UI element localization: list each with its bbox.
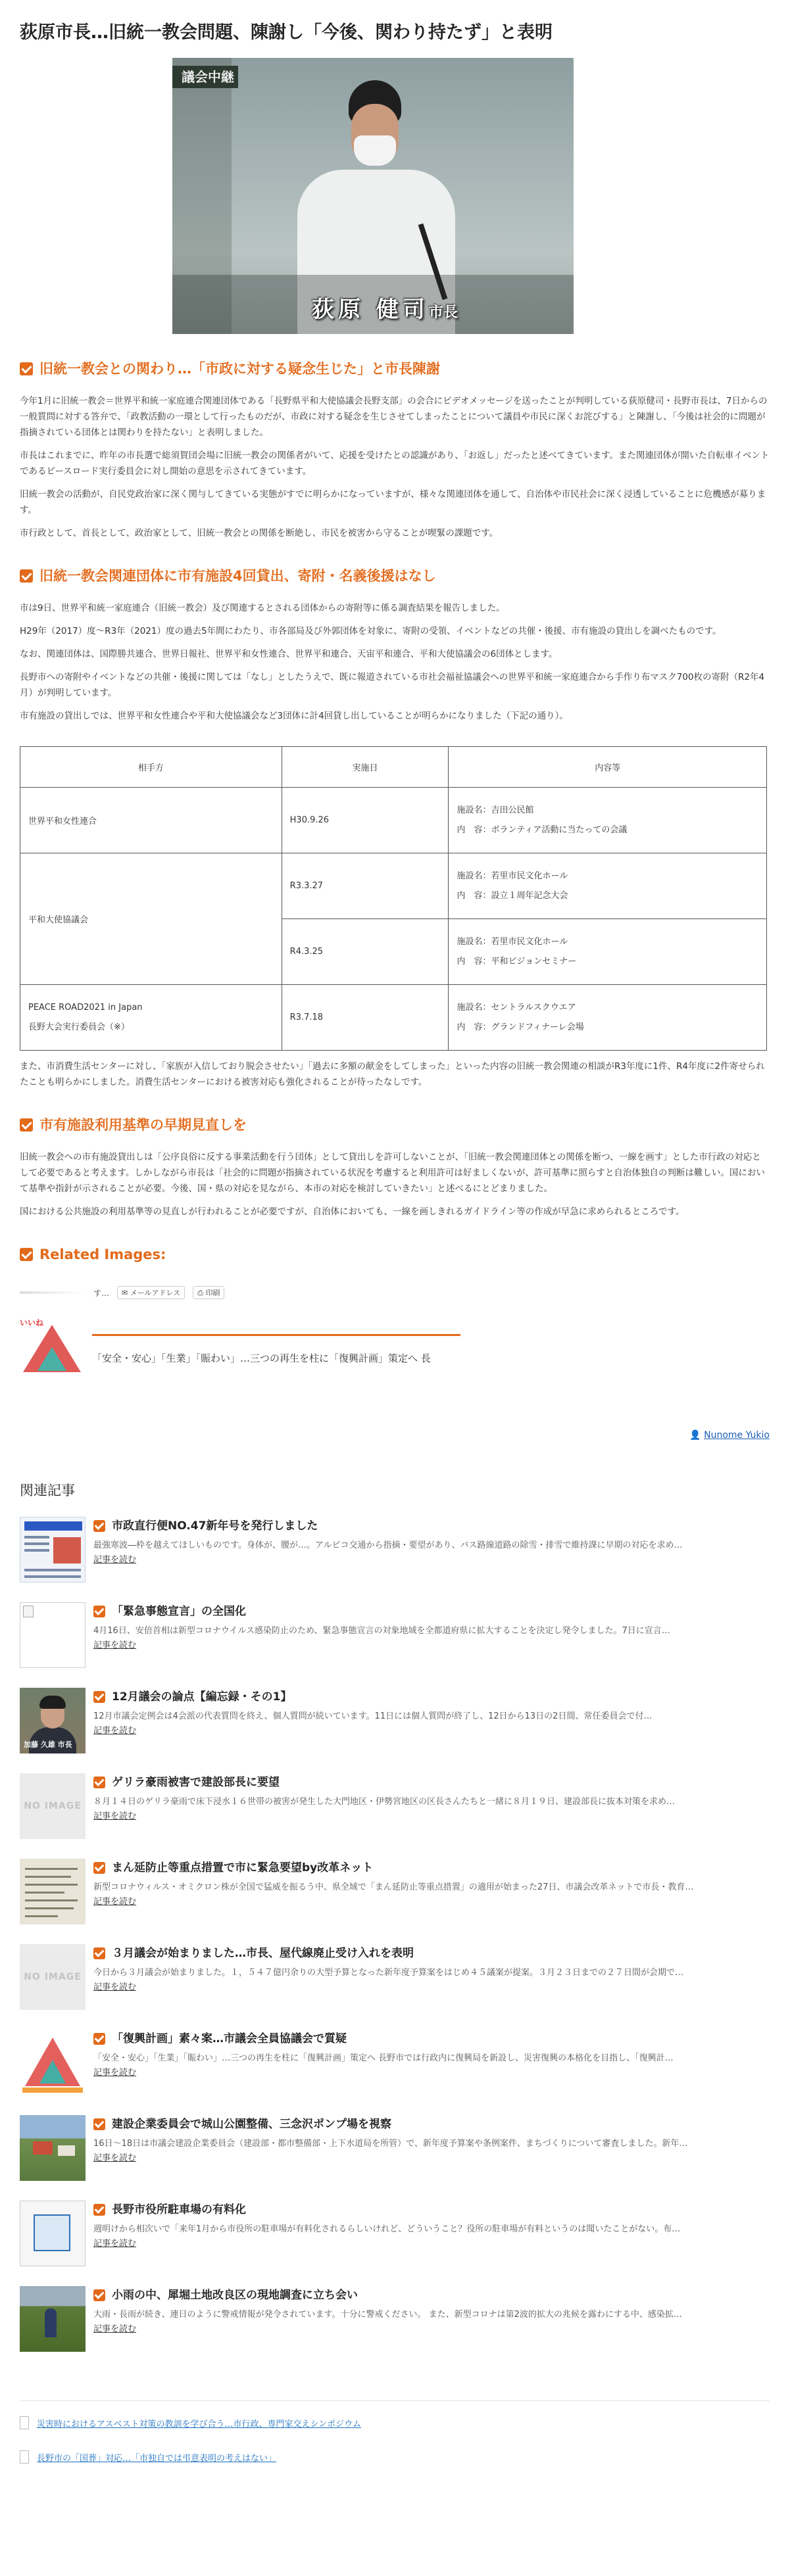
paragraph: H29年（2017）度～R3年（2021）度の過去5年間にわたり、市各部局及び外郭団体を対象に、寄附の受領、イベントなどの共催・後援、市有施設の貸出しを調べたものです。	[20, 626, 722, 636]
link-icon	[20, 2450, 29, 2464]
no-image-placeholder[interactable]: NO IMAGE	[20, 1944, 86, 2010]
article-title: 荻原市長…旧統一教会問題、陳謝し「今後、関わり持たず」と表明	[20, 22, 553, 43]
list-item[interactable]	[20, 2201, 770, 2286]
paragraph: 市行政として、首長として、政治家として、旧統一教会との関係を断絶し、市民を被害から守ることが喫緊の課題です。	[20, 528, 499, 538]
list-item[interactable]	[20, 1688, 770, 1773]
paragraph: 長野市への寄附やイベントなどの共催・後援に関しては「なし」としたうえで、既に報道されている市社会福祉協議会への世界平和統一家庭連合から手作り布マスク700枚の寄附（R2年4月）が判明しています。	[20, 672, 765, 698]
previous-post	[20, 2413, 770, 2433]
checkbox-icon	[93, 1691, 105, 1703]
author-line	[20, 1430, 770, 1441]
article-summary: 今日から３月議会が始まりました。１，５４７億円余りの大型予算となった新年度予算案をはじめ４５議案が提案。３月２３日までの２７日間が会期で…	[93, 1968, 684, 1978]
article-thumbnail[interactable]	[20, 1859, 86, 1924]
article-thumbnail[interactable]	[20, 2201, 86, 2266]
related-articles-list	[20, 1517, 770, 2372]
table-cell: R3.7.18	[282, 985, 449, 1051]
read-more-link[interactable]: 記事を読む	[93, 1811, 137, 1821]
article-link[interactable]: 「緊急事態宣言」の全国化	[112, 1605, 246, 1618]
table-cell: R4.3.25	[282, 919, 449, 985]
list-item[interactable]	[20, 2115, 770, 2201]
paragraph: 市有施設の貸出しでは、世界平和女性連合や平和大使協議会など3団体に計4回貸し出していることが明らかになりました（下記の通り）。	[20, 711, 568, 721]
list-item[interactable]	[20, 2030, 770, 2115]
paragraph: 国における公共施設の利用基準等の見直しが行われることが必要ですが、自治体においても、一線を画しきれるガイドライン等の作成が早急に求められるところです。	[20, 1206, 685, 1217]
table-cell: PEACE ROAD2021 in Japan 長野大会実行委員会（※）	[20, 985, 282, 1051]
article-summary: 週明けから相次いで「来年1月から市役所の駐車場が有料化されるらしいけれど、どういうこと？役所の駐車場が有料というのは聞いたことがない。布…	[93, 2224, 681, 2234]
article-link[interactable]: 建設企業委員会で城山公園整備、三念沢ポンプ場を視察	[112, 2118, 391, 2131]
related-image-strip[interactable]: す… ✉ メールアドレス ⎙ 印刷	[20, 1285, 349, 1300]
paragraph: 市長はこれまでに、昨年の市長選で総須賀団会場に旧統一教会の関係者がいて、応援を受けたとの認識があり、「お返し」だったと述べてきています。また関連団体が開いた自転車イベントであるピースロード実行委員会に対し開始の意思を示されてきています。	[20, 450, 770, 477]
table-note: また、市消費生活センターに対し、「家族が入信しており脱会させたい」「過去に多額の献金をしてしまった」といった内容の旧統一教会関連の相談がR3年度に1件、R4年度に2件寄せられたことも明らかにしました。消費生活センターにおける被害対応も強化されることが待ったなしです。	[20, 1061, 765, 1087]
table-header: 内容等	[449, 747, 767, 788]
mail-button[interactable]: ✉ メールアドレス	[117, 1286, 185, 1299]
article-summary: 「安全・安心」「生業」「賑わい」…三つの再生を柱に「復興計画」策定へ 長野市では行政内に復興局を新設し、災害復興の本格化を目指し、「復興計…	[93, 2053, 674, 2063]
read-more-link[interactable]: 記事を読む	[93, 2239, 137, 2249]
article-link[interactable]: ３月議会が始まりました…市長、屋代線廃止受け入れを表明	[112, 1947, 414, 1960]
checkbox-icon	[20, 362, 33, 375]
article-thumbnail[interactable]	[20, 1517, 86, 1583]
read-more-link[interactable]: 記事を読む	[93, 1726, 137, 1736]
article-summary: 大雨・長雨が続き、連日のように警戒情報が発令されています。十分に警戒ください。 また、新型コロナは第2波的拡大の兆候を露わにする中、感染拡…	[93, 2310, 682, 2320]
checkbox-icon	[93, 2033, 105, 2045]
paragraph: 旧統一教会への市有施設貸出しは「公序良俗に反する事業活動を行う団体」として貸出しを許可しないことが、「旧統一教会関連団体との関係を断つ、一線を画す」とした市行政の対応として必要であると考えます。しかしながら市長は「社会的に問題が指摘されている状況を考慮すると利用許可は好ましくないが、許可基準に照らすと自治体独自の判断は難しい。国において基準や指針が示されることが必要。今後、国・県の対応を見ながら、本市の対応を検討していきたい」と述べるにとどまりました。	[20, 1152, 765, 1194]
table-row	[20, 985, 767, 1051]
hero-sign: 議会中継	[172, 66, 238, 88]
article-summary: 新型コロナウィルス・オミクロン株が全国で猛威を振るう中、県全域で「まん延防止等重点措置」の適用が始まった27日、市議会改革ネットで市長・教育…	[93, 1882, 694, 1892]
author-link[interactable]: Nunome Yukio	[704, 1430, 770, 1441]
hero-caption-role: 市長	[428, 304, 458, 321]
read-more-link[interactable]: 記事を読む	[93, 2324, 137, 2334]
article-link[interactable]: 小雨の中、犀堀土地改良区の現地調査に立ち会い	[112, 2289, 358, 2302]
list-item[interactable]	[20, 1944, 770, 2030]
checkbox-icon	[93, 1777, 105, 1788]
table-header-row	[20, 747, 767, 788]
article-summary: 4月16日、安倍首相は新型コロナウイルス感染防止のため、緊急事態宣言の対象地域を全都道府県に拡大することを決定し発令しました。7日に宣言…	[93, 1626, 670, 1636]
checkbox-icon	[93, 1862, 105, 1874]
section-heading: 市有施設利用基準の早期見直しを	[20, 1115, 770, 1135]
broken-image-icon[interactable]	[20, 1602, 86, 1668]
checkbox-icon	[93, 1947, 105, 1959]
read-more-link[interactable]: 記事を読む	[93, 2153, 137, 2163]
checkbox-icon	[93, 2289, 105, 2301]
hero-photo	[172, 58, 574, 334]
checkbox-icon	[20, 1248, 33, 1261]
paragraph: なお、関連団体は、国際勝共連合、世界日報社、世界平和女性連合、世界平和連合、天宙平和連合、平和大使協議会の6団体とします。	[20, 649, 558, 659]
section-heading: 旧統一教会との関わり…「市政に対する疑念生じた」と市長陳謝	[20, 359, 770, 379]
table-row	[20, 788, 767, 853]
list-item[interactable]	[20, 1773, 770, 1859]
table-header: 相手方	[20, 747, 282, 788]
hero-caption	[312, 291, 458, 323]
article-link[interactable]: 市政直行便NO.47新年号を発行しました	[112, 1519, 318, 1533]
read-more-link[interactable]: 記事を読む	[93, 1555, 137, 1565]
read-more-link[interactable]: 記事を読む	[93, 2068, 137, 2078]
checkbox-icon	[93, 1520, 105, 1532]
article-thumbnail[interactable]: 加藤 久雄 市長	[20, 1688, 86, 1753]
previous-post-link[interactable]: 災害時におけるアスベスト対策の教訓を学び合う…市行政、専門家交えシンポジウム	[37, 2419, 362, 2429]
next-post-link[interactable]: 長野市の「国葬」対応…「市独自では弔意表明の考えはない」	[37, 2453, 277, 2464]
related-images-heading: Related Images:	[20, 1245, 770, 1264]
read-more-link[interactable]: 記事を読む	[93, 1982, 137, 1992]
read-more-link[interactable]: 記事を読む	[93, 1897, 137, 1907]
article-content	[20, 20, 770, 2467]
article-link[interactable]: まん延防止等重点措置で市に緊急要望by改革ネット	[112, 1861, 374, 1874]
paragraph: 旧統一教会の活動が、自民党政治家に深く関与してきている実態がすでに明らかになっていますが、様々な関連団体を通して、自治体や市民社会に深く浸透していることに危機感が募ります。	[20, 489, 766, 515]
related-images	[20, 1279, 770, 1404]
article-link[interactable]: 12月議会の論点【編忘録・その1】	[112, 1690, 292, 1704]
checkbox-icon	[93, 2204, 105, 2216]
table-cell: 平和大使協議会	[20, 853, 282, 985]
post-navigation	[20, 2400, 770, 2467]
next-post	[20, 2447, 770, 2467]
no-image-placeholder[interactable]: NO IMAGE	[20, 1773, 86, 1839]
facility-table	[20, 746, 767, 1051]
list-item[interactable]	[20, 1602, 770, 1688]
table-cell: 施設名：吉田公民館 内 容：ボランティア活動に当たっての会議	[449, 788, 767, 853]
table-cell: 施設名：セントラルスクウエア 内 容：グランドフィナーレ会場	[449, 985, 767, 1051]
paragraph: 今年1月に旧統一教会＝世界平和統一家庭連合関連団体である「長野県平和大使協議会長野支部」の会合にビデオメッセージを送ったことが判明している荻原健司・長野市長は、7日からの一般質問に対する答弁で、「政教活動の一環として行ったものだが、市政に対する疑念を生じさせてしまったことについて議員や市民に深くお詫びする」と陳謝し、「今後は社会的に問題が指摘されている団体とは関わりを持たない」と表明しました。	[20, 396, 768, 438]
table-cell: 世界平和女性連合	[20, 788, 282, 853]
table-cell: R3.3.27	[282, 853, 449, 919]
checkbox-icon	[20, 569, 33, 583]
article-link[interactable]: 長野市役所駐車場の有料化	[112, 2203, 246, 2216]
like-label: いいね	[20, 1318, 44, 1327]
article-link[interactable]: 「復興計画」素々案…市議会全員協議会で質疑	[112, 2032, 347, 2045]
table-cell: 施設名：若里市民文化ホール 内 容：設立１周年記念大会	[449, 853, 767, 919]
paragraph: 市は9日、世界平和統一家庭連合（旧統一教会）及び関連するとされる団体からの寄附等に係る調査結果を報告しました。	[20, 603, 505, 613]
user-icon: 👤	[689, 1430, 701, 1441]
article-thumbnail[interactable]	[20, 2115, 86, 2181]
related-articles-heading: 関連記事	[20, 1483, 75, 1498]
table-cell: H30.9.26	[282, 788, 449, 853]
article-summary: ８月１４日のゲリラ豪雨で床下浸水１６世帯の被害が発生した大門地区・伊勢宮地区の区長さんたちと一緒に８月１９日、建設部長に抜本対策を求め…	[93, 1797, 676, 1807]
article-thumbnail[interactable]	[20, 2286, 86, 2352]
print-button[interactable]: ⎙ 印刷	[193, 1286, 224, 1299]
article-summary: 最強寒波―枠を越えてほしいものです。身体が、腰が…。アルピコ交通から指摘・要望があり、バス路線道路の除雪・排雪で維持課に早期の対応を求め…	[93, 1540, 683, 1550]
article-thumbnail[interactable]	[20, 2030, 86, 2095]
list-item[interactable]	[20, 1517, 770, 1602]
list-item[interactable]	[20, 1859, 770, 1944]
article-summary: 16日～18日は市議会建設企業委員会（建設部・都市整備部・上下水道局を所管）で、新年度予算案や条例案件、まちづくりについて審査しました。新年…	[93, 2139, 688, 2149]
article-summary: 12月市議会定例会は4会派の代表質問を終え、個人質問が続いています。11日には個人質問が終了し、12日から13日の2日間、常任委員会で付…	[93, 1711, 653, 1721]
checkbox-icon	[20, 1118, 33, 1132]
list-item[interactable]	[20, 2286, 770, 2372]
read-more-link[interactable]: 記事を読む	[93, 1640, 137, 1650]
table-cell: 施設名：若里市民文化ホール 内 容：平和ビジョンセミナー	[449, 919, 767, 985]
article-link[interactable]: ゲリラ豪雨被害で建設部長に要望	[112, 1776, 280, 1789]
table-row	[20, 853, 767, 919]
link-icon	[20, 2416, 29, 2429]
hero-caption-name: 荻原 健司	[312, 297, 429, 323]
checkbox-icon	[93, 1606, 105, 1617]
section-heading: 旧統一教会関連団体に市有施設4回貸出、寄附・名義後援はなし	[20, 566, 770, 586]
checkbox-icon	[93, 2118, 105, 2130]
related-image-strip[interactable]: 「安全・安心」「生業」「賑わい」…三つの再生を柱に「復興計画」策定へ 長	[20, 1325, 480, 1384]
table-header: 実施日	[282, 747, 449, 788]
